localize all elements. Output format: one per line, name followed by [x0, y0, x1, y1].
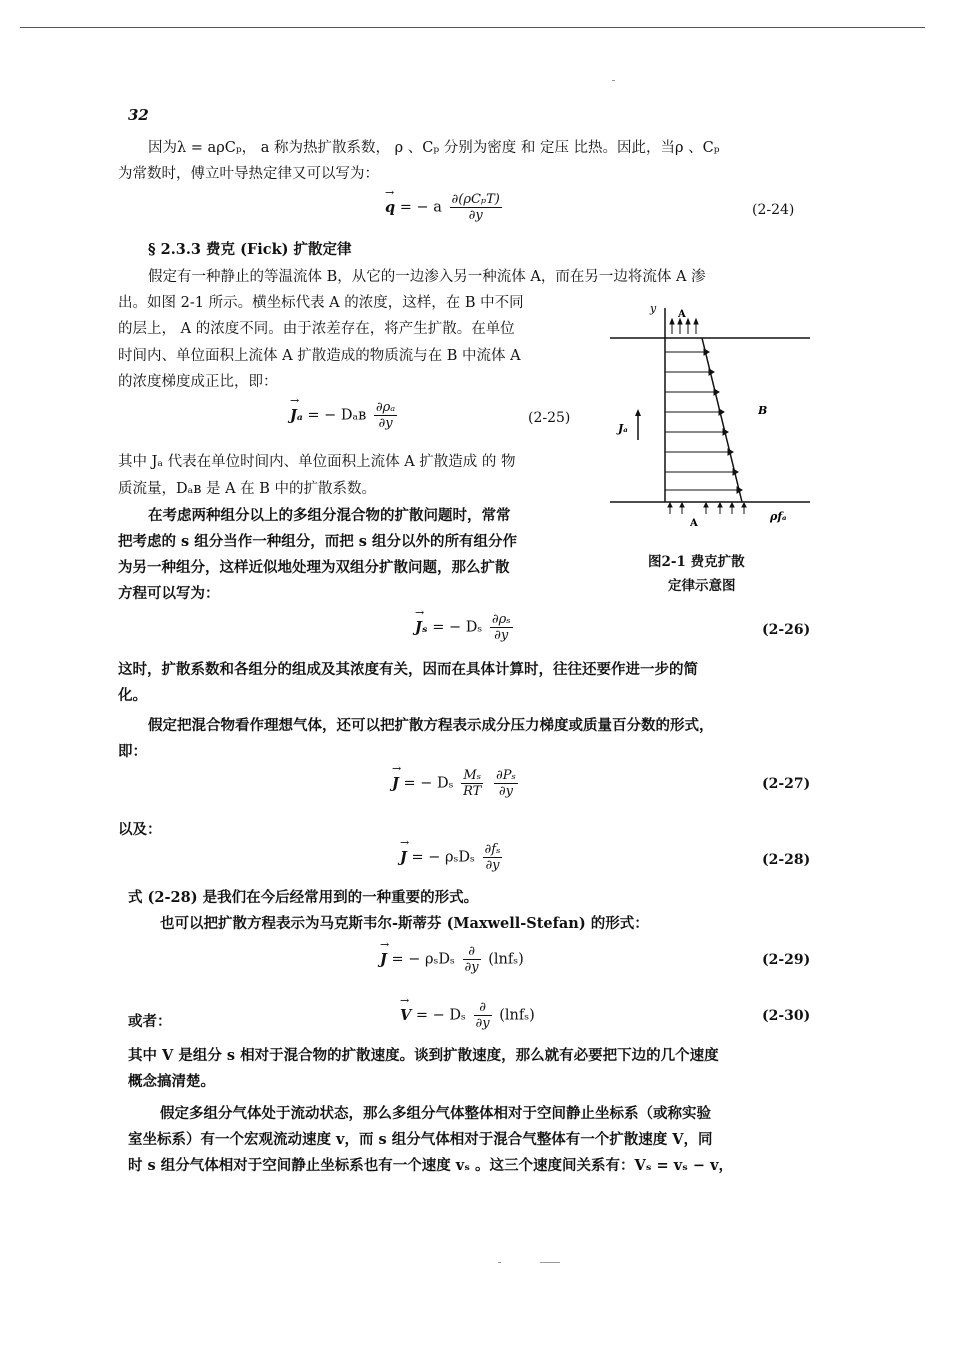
figure-label-b: B: [758, 404, 768, 417]
equation-number: (2-25): [528, 410, 571, 426]
text-line: 室坐标系）有一个宏观流动速度 v，而 s 组分气体相对于混合气整体有一个扩散速度 V，同: [128, 1131, 713, 1148]
text-line: 概念搞清楚。: [128, 1073, 215, 1090]
text-line: 以及：: [118, 821, 162, 838]
scan-speck: [498, 1262, 501, 1263]
page-number: 32: [128, 106, 149, 124]
text-line: 假定有一种静止的等温流体 B，从它的一边渗入另一种流体 A，而在另一边将流体 A 渗: [148, 269, 706, 285]
equation-number: (2-26): [762, 622, 811, 638]
text-line: 质流量，Dₐʙ 是 A 在 B 中的扩散系数。: [118, 481, 377, 497]
text-line: 时 s 组分气体相对于空间静止坐标系也有一个速度 vₛ 。这三个速度间关系有：Vₛ = vₛ − v，: [128, 1157, 734, 1174]
text-line: 其中 Jₐ 代表在单位时间内、单位面积上流体 A 扩散造成 的 物: [118, 454, 516, 470]
text-line: 其中 V 是组分 s 相对于混合物的扩散速度。谈到扩散速度，那么就有必要把下边的几个速度: [128, 1047, 719, 1064]
equation-number: (2-30): [762, 1008, 811, 1024]
text-line: 时间内、单位面积上流体 A 扩散造成的物质流与在 B 中流体 A: [118, 348, 521, 364]
equation-2-26: → Jₛ = − Dₛ $\frac{\text{∂ρₛ}}{\partial y}$: [415, 612, 516, 643]
equation-2-27: → J = − Dₛ $\frac{\text{Mₛ}}{RT}$ $\frac{\text{∂Pₛ}}{\partial y}$: [392, 768, 521, 799]
scan-speck: [540, 1262, 560, 1263]
scan-speck: [612, 80, 615, 81]
text-line: 即：: [118, 743, 147, 760]
text-line: 式 (2-28) 是我们在今后经常用到的一种重要的形式。: [128, 889, 479, 906]
text-line: 假定把混合物看作理想气体，还可以把扩散方程表示成分压力梯度或质量百分数的形式，: [148, 717, 714, 734]
equation-2-24: → q = − a $\frac{\text{∂(ρCₚT)}}{\partial y}$: [385, 192, 505, 223]
equation-number: (2-27): [762, 776, 811, 792]
figure-caption: 图2-1 费克扩散: [648, 554, 745, 570]
text-line: 为另一种组分，这样近似地处理为双组分扩散问题，那么扩散: [118, 559, 510, 576]
figure-label-a-top: A: [678, 309, 686, 320]
text-line: 或者：: [128, 1013, 172, 1030]
equation-number: (2-28): [762, 852, 811, 868]
text-line: 化。: [118, 687, 147, 704]
text-line: 的层上， A 的浓度不同。由于浓差存在，将产生扩散。在单位: [118, 321, 515, 337]
figure-2-1: [610, 300, 810, 530]
text-line: 把考虑的 s 组分当作一种组分，而把 s 组分以外的所有组分作: [118, 533, 518, 550]
text-line: 的浓度梯度成正比，即：: [118, 374, 278, 390]
section-heading: § 2.3.3 费克 (Fick) 扩散定律: [148, 241, 352, 258]
figure-caption: 定律示意图: [668, 578, 736, 594]
text-line: 这时，扩散系数和各组分的组成及其浓度有关，因而在具体计算时，往往还要作进一步的简: [118, 661, 698, 678]
text-line: 出。如图 2-1 所示。横坐标代表 A 的浓度，这样，在 B 中不同: [118, 295, 524, 311]
text-line: 方程可以写为：: [118, 585, 220, 602]
text-line: 因为λ = aρCₚ， a 称为热扩散系数， ρ 、Cₚ 分别为密度 和 定压 比热。因此，当ρ 、Cₚ: [148, 140, 720, 156]
equation-2-29: → J = − ρₛDₛ $\frac{\partial}{\partial y}$ (lnfₛ): [380, 944, 524, 975]
equation-2-25: → Jₐ = − Dₐʙ $\frac{\text{∂ρₐ}}{\partial y}$: [290, 400, 400, 431]
equation-2-30: → V = − Dₛ $\frac{\partial}{\partial y}$ (lnfₛ): [400, 1000, 535, 1031]
text-line: 在考虑两种组分以上的多组分混合物的扩散问题时，常常: [148, 507, 511, 524]
equation-number: (2-29): [762, 952, 811, 968]
figure-label-x: ρfₐ: [770, 510, 787, 523]
equation-number: (2-24): [752, 202, 795, 218]
figure-label-y: y: [650, 302, 657, 315]
figure-label-a-bottom: A: [690, 518, 698, 529]
text-line: 假定多组分气体处于流动状态，那么多组分气体整体相对于空间静止坐标系（或称实验: [160, 1105, 711, 1122]
equation-2-28: → J = − ρₛDₛ $\frac{\text{∂fₛ}}{\partial y}$: [400, 842, 505, 873]
text-line: 为常数时，傅立叶导热定律又可以写为：: [118, 166, 379, 182]
figure-label-j: Jₐ: [618, 422, 628, 435]
text-line: 也可以把扩散方程表示为马克斯韦尔-斯蒂芬 (Maxwell-Stefan) 的形式：: [160, 915, 649, 932]
top-rule: [20, 27, 925, 28]
